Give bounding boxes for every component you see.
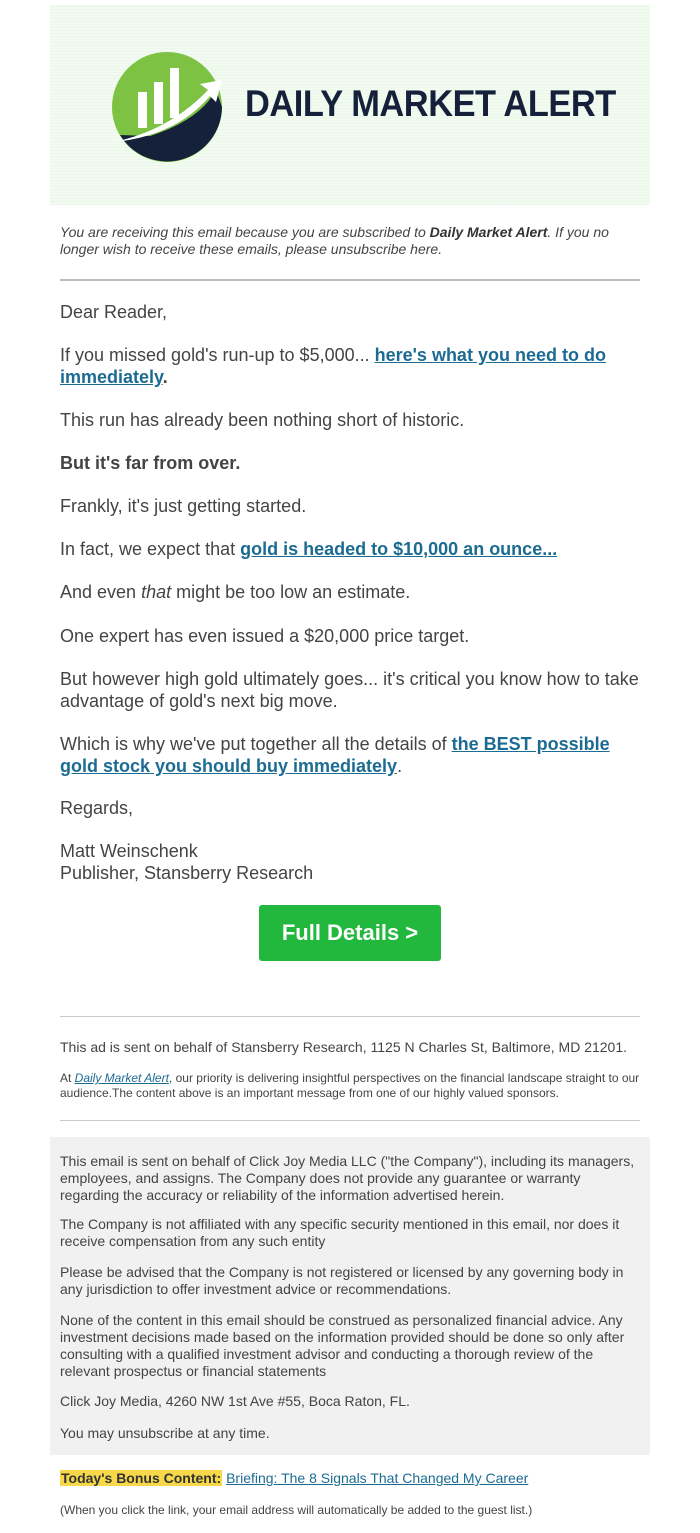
paragraph: If you missed gold's run-up to $5,000... here's what you need to do immediately. <box>60 345 606 387</box>
daily-market-alert-link[interactable]: Daily Market Alert <box>74 1071 169 1085</box>
bonus-label: Today's Bonus Content: <box>61 1470 222 1486</box>
disclaimer-paragraph: The Company is not affiliated with any specific security mentioned in this email, nor does it receive compensation from any such entity <box>60 1216 620 1249</box>
closing: Regards, <box>60 798 134 818</box>
disclaimer-box <box>50 1137 650 1455</box>
signature-name: Matt Weinschenk <box>60 841 198 861</box>
paragraph: This run has already been nothing short of historic. <box>60 410 465 430</box>
cta-link-what-to-do[interactable]: here's what you need to do immediately <box>60 345 606 387</box>
divider <box>60 279 640 281</box>
divider <box>60 1016 640 1017</box>
disclaimer-unsubscribe: You may unsubscribe at any time. <box>60 1425 270 1441</box>
full-details-button[interactable]: Full Details > <box>259 905 441 961</box>
rising-bars-arrow-icon <box>110 50 225 165</box>
bonus-briefing-link[interactable]: Briefing: The 8 Signals That Changed My Career <box>226 1470 529 1486</box>
disclaimer-paragraph: None of the content in this email should be construed as personalized financial advice. Any investment decisions made based on the information provided should be done so only after consulting with a qualified investment advisor and conducting a thorough review of the relevant prospectus or financial statements <box>60 1312 625 1379</box>
disclaimer-paragraph: This email is sent on behalf of Click Joy Media LLC ("the Company"), including its managers, employees, and assigns. The Company does not provide any guarantee or warranty regarding the accuracy or reliability of the information advertised herein. <box>60 1153 635 1203</box>
bonus-footnote: (When you click the link, your email address will automatically be added to the guest list.) <box>60 1503 533 1517</box>
sponsor-address: This ad is sent on behalf of Stansberry Research, 1125 N Charles St, Baltimore, MD 21201. <box>60 1039 628 1055</box>
paragraph: And even that might be too low an estimate. <box>60 582 411 602</box>
paragraph: But however high gold ultimately goes... it's critical you know how to take advantage of gold's next big move. <box>60 669 639 711</box>
paragraph: Frankly, it's just getting started. <box>60 496 307 516</box>
cta-link-gold-10000[interactable]: gold is headed to $10,000 an ounce... <box>240 539 558 559</box>
paragraph: In fact, we expect that gold is headed to $10,000 an ounce... <box>60 539 558 559</box>
paragraph: Which is why we've put together all the details of the BEST possible gold stock you should buy immediately. <box>60 734 610 776</box>
divider <box>60 1120 640 1121</box>
signature-title: Publisher, Stansberry Research <box>60 863 314 883</box>
subscription-brand: Daily Market Alert <box>429 224 548 240</box>
paragraph: One expert has even issued a $20,000 price target. <box>60 626 470 646</box>
disclaimer-company-address: Click Joy Media, 4260 NW 1st Ave #55, Boca Raton, FL. <box>60 1393 410 1409</box>
bonus-content <box>60 1470 528 1487</box>
subscription-note: You are receiving this email because you are subscribed to Daily Market Alert. If you no longer wish to receive these emails, please unsubscribe here. <box>60 224 609 257</box>
cta-link-best-gold-stock[interactable]: the BEST possible gold stock you should buy immediately <box>60 734 610 776</box>
greeting: Dear Reader, <box>60 302 168 322</box>
paragraph-emphasis: But it's far from over. <box>60 453 241 473</box>
disclaimer-paragraph: Please be advised that the Company is not registered or licensed by any governing body in any jurisdiction to offer investment advice or recommendations. <box>60 1264 624 1297</box>
email-header-banner <box>50 5 650 205</box>
brand-name: DAILY MARKET ALERT <box>245 83 616 124</box>
sponsor-note: At Daily Market Alert, our priority is delivering insightful perspectives on the financial landscape straight to our audience.The content above is an important message from one of our highly valued sponsors. <box>60 1071 640 1100</box>
